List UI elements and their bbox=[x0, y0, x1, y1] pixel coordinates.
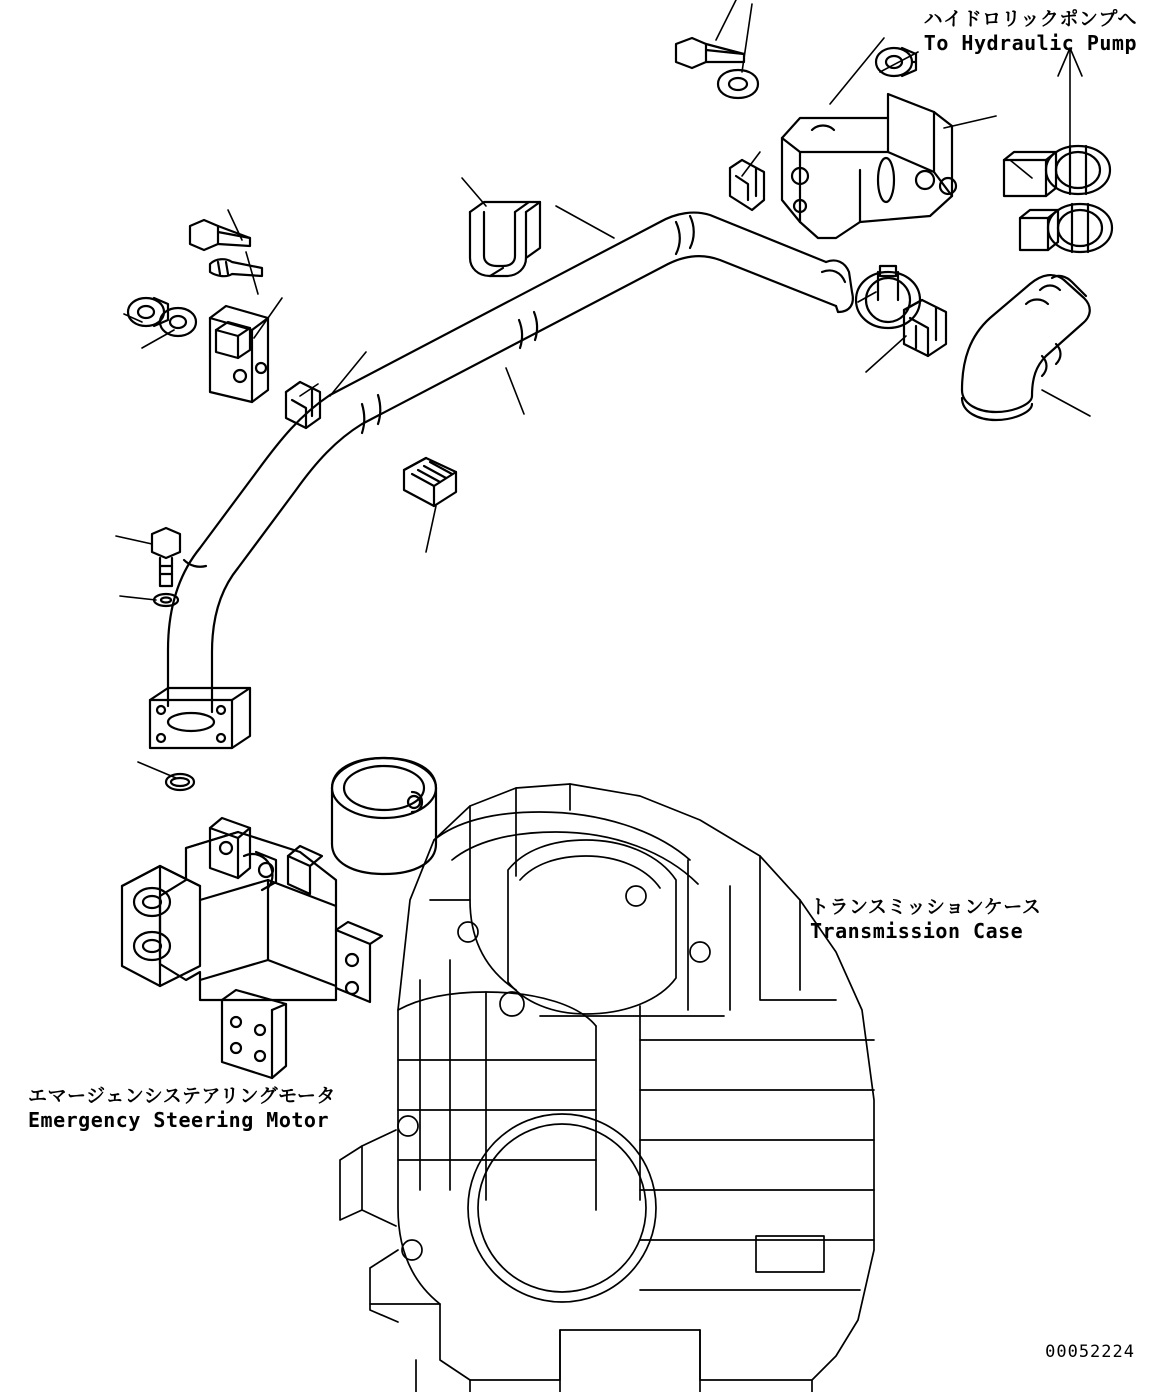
label-emergency-steering-motor bbox=[28, 1085, 336, 1133]
stud-pin bbox=[210, 259, 262, 276]
transmission-case bbox=[340, 784, 874, 1392]
label-emergency-steering-motor-jp: エマージェンシステアリングモータ bbox=[28, 1085, 336, 1107]
label-transmission-case bbox=[810, 896, 1041, 944]
top-bracket bbox=[782, 94, 956, 238]
spring-clamp bbox=[404, 458, 456, 506]
left-bracket bbox=[210, 306, 268, 402]
label-to-hydraulic-pump-jp: ハイドロリックポンプへ bbox=[923, 8, 1137, 30]
emergency-steering-motor bbox=[122, 758, 436, 1078]
drawing-number: 00052224 bbox=[1045, 1342, 1135, 1362]
hose-clamp-upper-right-2 bbox=[1020, 204, 1112, 252]
nut-left bbox=[128, 298, 168, 326]
clamp-block-mid-right bbox=[904, 300, 946, 356]
hose-clamp-upper-right bbox=[1004, 146, 1110, 196]
bolt-lower-left bbox=[152, 528, 180, 586]
label-transmission-case-en: Transmission Case bbox=[810, 919, 1024, 944]
label-to-hydraulic-pump-en: To Hydraulic Pump bbox=[923, 31, 1137, 56]
label-transmission-case-jp: トランスミッションケース bbox=[810, 896, 1042, 918]
label-emergency-steering-motor-en: Emergency Steering Motor bbox=[28, 1108, 329, 1133]
clamp-block-upper bbox=[730, 160, 764, 210]
label-to-hydraulic-pump bbox=[924, 8, 1137, 56]
right-hose bbox=[962, 275, 1090, 420]
u-clamp-left bbox=[470, 202, 540, 276]
bolt-upper-left bbox=[190, 220, 250, 250]
main-steering-tube bbox=[150, 213, 853, 748]
leader-lines bbox=[116, 0, 1090, 778]
